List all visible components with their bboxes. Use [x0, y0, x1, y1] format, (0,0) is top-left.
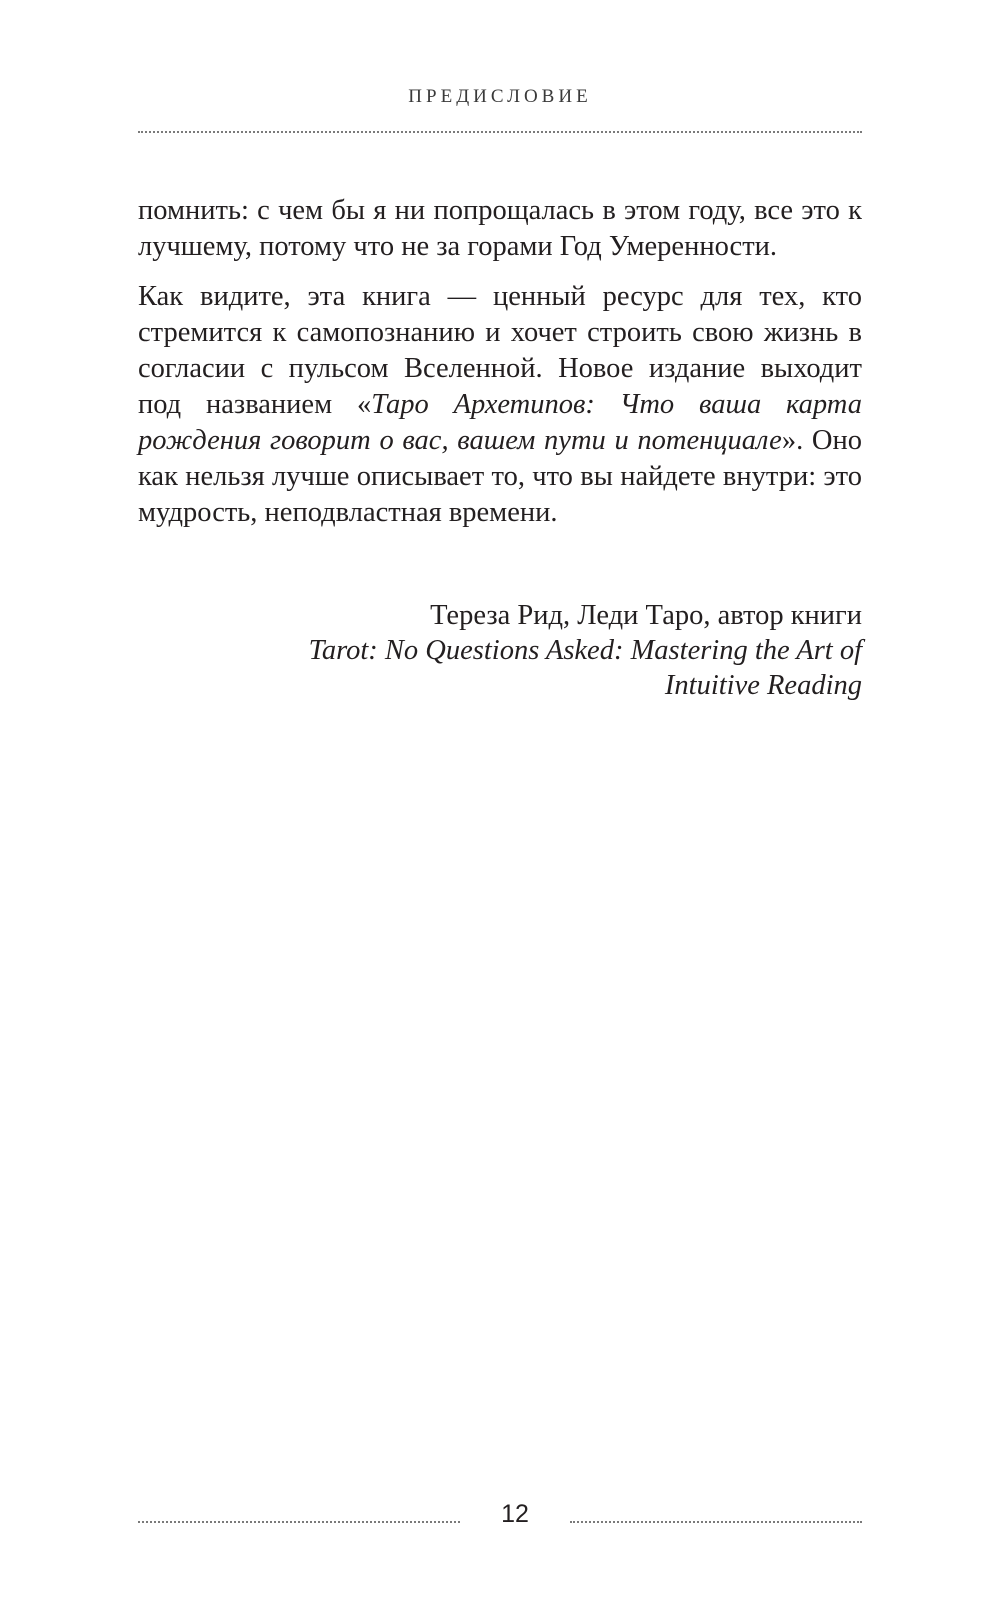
paragraph: [138, 193, 862, 265]
footer-dotted-rule-left: [138, 1521, 460, 1523]
signature-book-title: Tarot: No Questions Asked: Mastering the Art of Intuitive Reading: [308, 635, 862, 701]
signature: [138, 598, 862, 703]
paragraph-text: помнить: с чем бы я ни попрощалась в этом году, все это к лучшему, потому что не за горами Год Умеренности.: [138, 195, 862, 262]
book-title-ru: Таро Архетипов: Что ваша карта рождения говорит о вас, вашем пути и потенциале: [138, 389, 862, 456]
page-number: 12: [501, 1500, 529, 1528]
body-text: [138, 193, 862, 545]
running-head: ПРЕДИСЛОВИЕ: [408, 86, 592, 107]
signature-author: Тереза Рид, Леди Таро, автор книги: [430, 600, 862, 631]
paragraph-text: ». Оно как нельзя лучше описывает то, что вы найдете внутри: это мудрость, неподвластная времени.: [138, 425, 862, 528]
paragraph: [138, 279, 862, 531]
paragraph-text: Как видите, эта книга — ценный ресурс для тех, кто стремится к самопознанию и хочет строить свою жизнь в согласии с пульсом Вселенной. Новое издание выходит под названием «: [138, 281, 862, 420]
footer-dotted-rule-right: [570, 1521, 862, 1523]
header-dotted-rule: [138, 131, 862, 133]
